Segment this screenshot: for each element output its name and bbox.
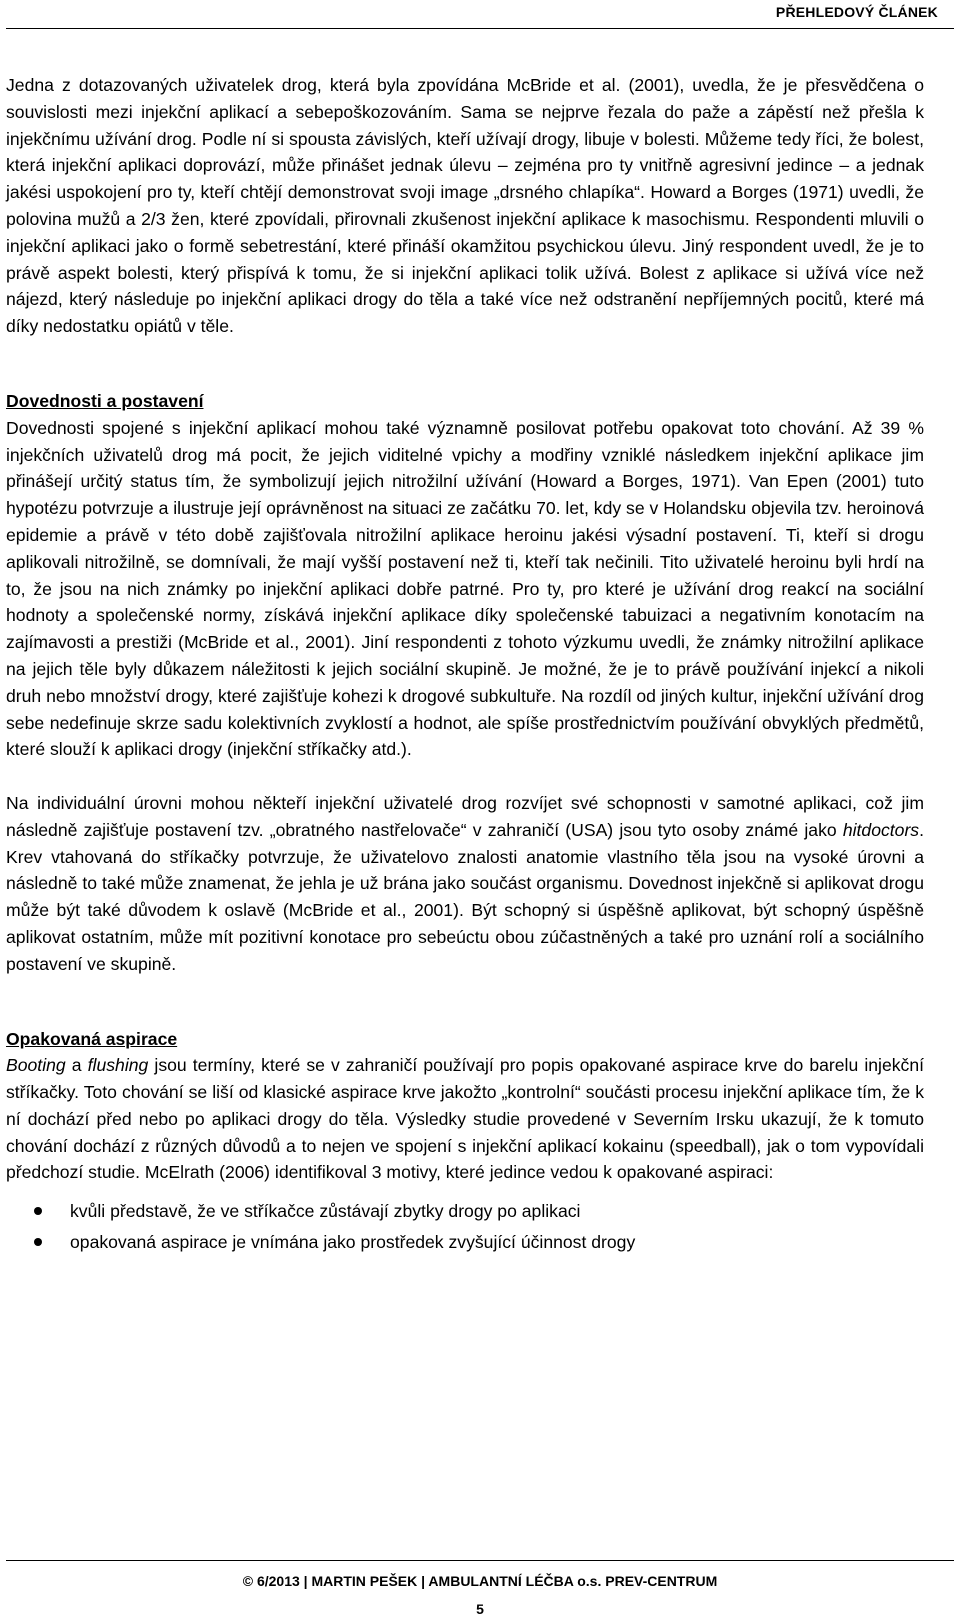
paragraph-repeated-aspiration: [6, 1052, 924, 1186]
term-flushing: flushing: [87, 1055, 149, 1076]
heading-repeated-aspiration: Opakovaná aspirace: [6, 1028, 178, 1049]
text-segment: Na individuální úrovni mohou někteří injekční uživatelé drog rozvíjet své schopnosti v samotné aplikaci, což jim následně zajišťuje postavení tzv. „obratného nastřelovače“ v zahraničí (USA) jsou tyto osoby známé jako: [6, 792, 924, 840]
text-segment: a: [65, 1055, 88, 1076]
bullet-icon: [34, 1207, 42, 1215]
list-item: [6, 1229, 924, 1256]
running-header: PŘEHLEDOVÝ ČLÁNEK: [775, 4, 938, 20]
paragraph-self-harm: Jedna z dotazovaných uživatelek drog, která byla zpovídána McBride et al. (2001), uvedla, že je přesvědčena o souvislosti mezi injekční aplikací a sebepoškozováním. Sama se nejprve řezala do paže a zápěstí než přešla k injekčnímu užívání drog. Podle ní si spousta závislých, kteří užívají drogy, libuje v bolesti. Můžeme tedy říci, že bolest, která injekční aplikaci doprovází, může přinášet jednak úlevu – zejména pro ty vnitřně agresivní jedince – a jednak jakési uspokojení pro ty, kteří chtějí demonstrovat svoji image „drsného chlapíka“. Howard a Borges (1971) uvedli, že polovina mužů a 2/3 žen, které zpovídali, přirovnali zkušenost injekční aplikace k masochismu. Respondenti mluvili o injekční aplikaci jako o formě sebetrestání, které přináší okamžitou psychickou úlevu. Jiný respondent uvedl, že je to právě aspekt bolesti, který přispívá k tomu, že si injekční aplikaci tolik užívá. Bolest z aplikace si užívá více než nájezd, který následuje po injekční aplikaci drogy do těla a také více než odstranění nepříjemných pocitů, které má díky nedostatku opiátů v těle.: [6, 75, 924, 337]
paragraph-skills-status: Dovednosti spojené s injekční aplikací mohou také významně posilovat potřebu opakovat toto chování. Až 39 % injekčních uživatelů drog má pocit, že jejich viditelné vpichy a modřiny vzniklé následkem injekční aplikace jim přinášejí určitý status tím, že symbolizují jejich nitrožilní užívání (Howard a Borges, 1971). Van Epen (2001) tuto hypotézu potvrzuje a ilustruje její oprávněnost na situaci ze začátku 70. let, kdy se v Holandsku objevila tzv. heroinová epidemie a právě v této době zajišťovala nitrožilní aplikace heroinu jakési výsadní postavení. Ti, kteří si drogu aplikovali nitrožilně, se domnívali, že mají vyšší postavení než ti, kteří tak nečinili. Tito uživatelé heroinu byli hrdí na to, že jsou na nich známky po injekční aplikaci dobře patrné. Pro ty, pro které je užívání drog reakcí na sociální hodnoty a společenské normy, získává injekční aplikace díky společenské tabuizaci a negativním konotacím na zajímavosti a prestiži (McBride et al., 2001). Jiní respondenti z tohoto výzkumu uvedli, že známky nitrožilní aplikace na jejich těle byly důkazem náležitosti k jejich sociální skupině. Je možné, že je to právě používání injekcí a nikoli druh nebo množství drogy, které zajišťuje kohezi k drogové subkultuře. Na rozdíl od jiných kultur, injekční užívání drog sebe nedefinuje skrze sadu kolektivních zvyklostí a hodnot, ale spíše prostřednictvím používání obvyklých předmětů, které slouží k aplikaci drogy (injekční stříkačky atd.).: [6, 417, 924, 760]
header-divider: [6, 28, 954, 29]
list-item: [6, 1198, 924, 1225]
term-booting: Booting: [6, 1055, 66, 1076]
motives-list: [6, 1198, 924, 1256]
heading-skills-status: Dovednosti a postavení: [6, 390, 204, 411]
text-segment: . Krev vtahovaná do stříkačky potvrzuje, že uživatelovo znalosti anatomie vlastního těla jsou na vysoké úrovni a následně to také může znamenat, že jehla je už brána jako součást organismu. Dovednost injekčně si aplikovat drogu může být také důvodem k oslavě (McBride et al., 2001). Být schopný si úspěšně aplikovat, být schopný úspěšně aplikovat ostatním, může mít pozitivní konotace pro sebeúctu obou zúčastněných a také pro uznání rolí a sociálního postavení ve skupině.: [6, 819, 924, 974]
list-item-text: kvůli představě, že ve stříkačce zůstávají zbytky drogy po aplikaci: [70, 1201, 581, 1222]
term-hitdoctors: hitdoctors: [842, 819, 920, 840]
footer-divider: [6, 1560, 954, 1561]
paragraph-individual-level: [6, 790, 924, 978]
text-segment: jsou termíny, které se v zahraničí používají pro popis opakované aspirace krve do barelu injekční stříkačky. Toto chování se liší od klasické aspirace krve jakožto „kontrolní“ součásti procesu injekční aplikace tím, že k ní dochází před nebo po aplikaci drogy do těla. Výsledky studie provedené v Severním Irsku ukazují, že k tomuto chování dochází z různých důvodů a to nejen ve spojení s injekční aplikací kokainu (speedball), jak o tom vypovídali předchozí studie. McElrath (2006) identifikoval 3 motivy, které jedince vedou k opakované aspiraci:: [6, 1055, 924, 1183]
footer-credit: © 6/2013 | MARTIN PEŠEK | AMBULANTNÍ LÉČBA o.s. PREV-CENTRUM: [242, 1573, 718, 1589]
list-item-text: opakovaná aspirace je vnímána jako prostředek zvyšující účinnost drogy: [70, 1232, 636, 1253]
bullet-icon: [34, 1238, 42, 1246]
page-number: 5: [476, 1601, 484, 1617]
article-body: [6, 72, 924, 1260]
